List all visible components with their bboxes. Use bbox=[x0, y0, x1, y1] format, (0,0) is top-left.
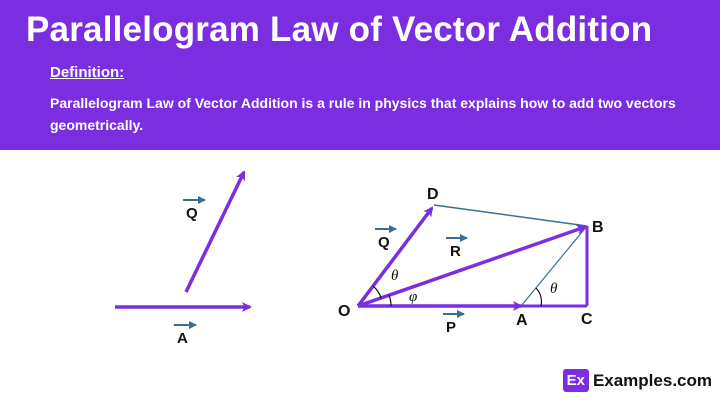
vector-p-label: P bbox=[446, 319, 457, 336]
vector-q-label: Q bbox=[378, 234, 390, 251]
definition-text: Parallelogram Law of Vector Addition is a rule in physics that explains how to add two vectors geometrically. bbox=[50, 95, 676, 133]
page-title: Parallelogram Law of Vector Addition bbox=[26, 10, 653, 49]
header-banner bbox=[0, 0, 720, 150]
left-a-label: A bbox=[177, 330, 188, 347]
point-b-label: B bbox=[592, 219, 604, 236]
point-a-label: A bbox=[516, 312, 528, 329]
footer-brand bbox=[563, 369, 712, 392]
side-d-b bbox=[434, 205, 587, 226]
ex-logo-badge: Ex bbox=[563, 369, 589, 392]
vector-diagram bbox=[0, 150, 720, 404]
point-c-label: C bbox=[581, 311, 593, 328]
theta-label: θ bbox=[391, 268, 399, 284]
theta-label-2: θ bbox=[550, 281, 558, 297]
definition-label: Definition: bbox=[50, 64, 125, 81]
brand-name: Examples.com bbox=[592, 370, 712, 390]
angle-theta-arc bbox=[373, 286, 381, 298]
angle-theta-arc-2 bbox=[536, 288, 541, 306]
left-vector-q bbox=[186, 172, 244, 292]
vector-r-label: R bbox=[450, 243, 461, 260]
point-o-label: O bbox=[338, 303, 351, 320]
point-d-label: D bbox=[427, 186, 439, 203]
left-q-label: Q bbox=[186, 205, 198, 222]
phi-label: φ bbox=[409, 289, 418, 305]
